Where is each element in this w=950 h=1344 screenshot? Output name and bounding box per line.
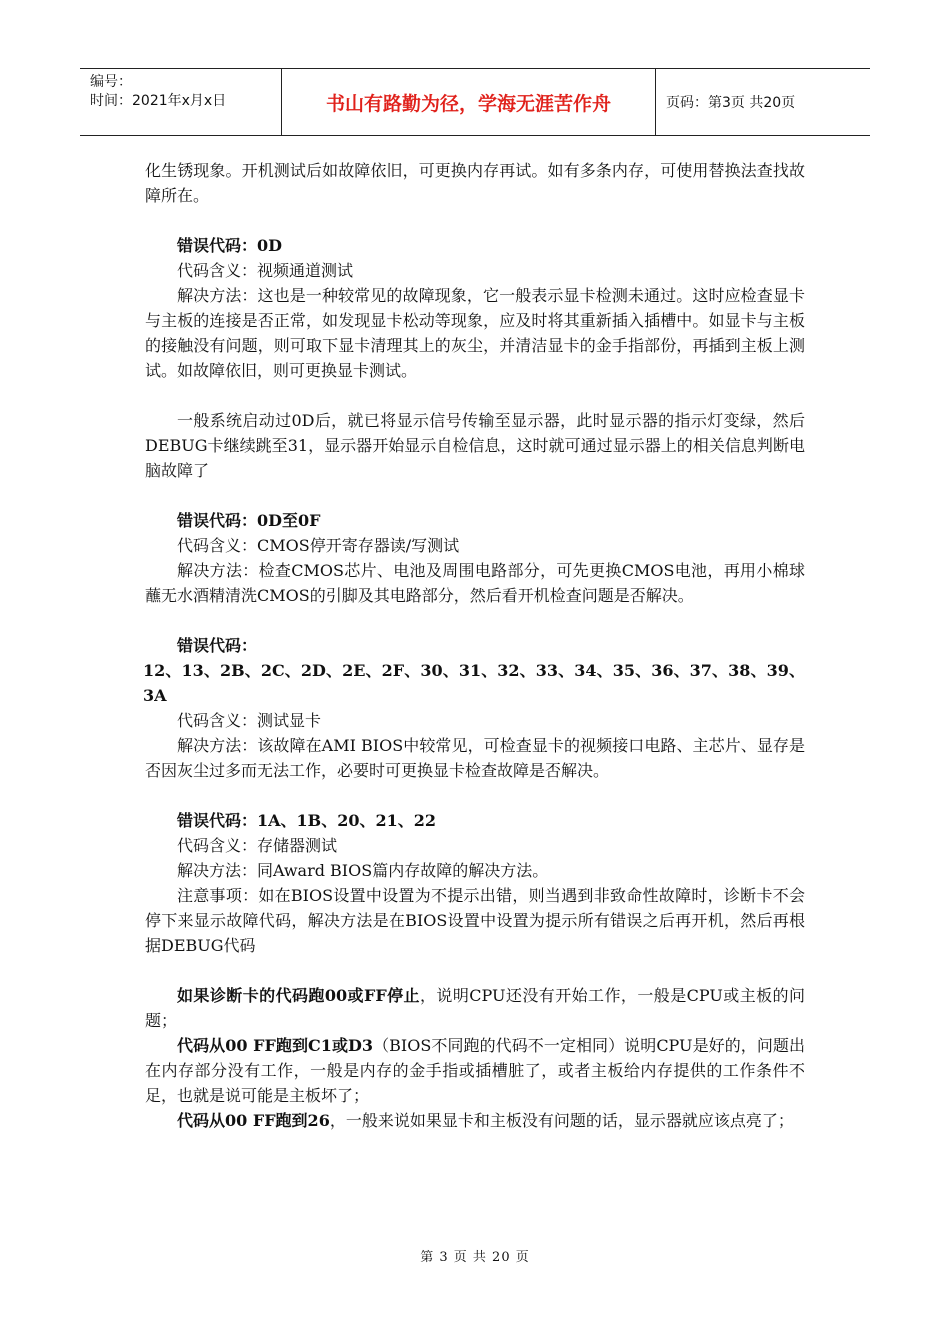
solution-paragraph: 解决方法：同Award BIOS篇内存故障的解决方法。 <box>177 861 549 880</box>
general-paragraph: 一般系统启动过0D后，就已将显示信号传输至显示器，此时显示器的指示灯变绿，然后DEBUG卡继续跳至31，显示器开始显示自检信息，这时就可通过显示器上的相关信息判断电脑故障了 <box>145 411 805 480</box>
code-meaning: 代码含义：视频通道测试 <box>177 261 354 280</box>
code-meaning: 代码含义：CMOS停开寄存器读/写测试 <box>177 536 460 555</box>
solution-paragraph: 解决方法：检查CMOS芯片、电池及周围电路部分，可先更换CMOS电池，再用小棉球蘸无水酒精清洗CMOS的引脚及其电路部分，然后看开机检查问题是否解决。 <box>145 561 805 605</box>
header-page-number: 页码：第3页 共20页 <box>666 95 796 111</box>
page-header <box>80 68 870 136</box>
code-meaning: 代码含义：测试显卡 <box>177 711 322 730</box>
diagnostic-text: （BIOS不同跑的代码不一定相同）说明CPU是好的，问题出在内存部分没有工作，一般是内存的金手指或插槽脏了，或者主板给内存提供的工作条件不足，也就是说可能是主板坏了； <box>145 1036 805 1105</box>
diagnostic-text: ，一般来说如果显卡和主板没有问题的话，显示器就应该点亮了； <box>329 1111 794 1130</box>
diagnostic-paragraph <box>145 1033 805 1108</box>
error-code-heading: 错误代码：0D <box>177 236 283 255</box>
solution-paragraph: 解决方法：该故障在AMI BIOS中较常见，可检查显卡的视频接口电路、主芯片、显存是否因灰尘过多而无法工作，必要时可更换显卡检查故障是否解决。 <box>145 736 805 780</box>
diagnostic-emphasis: 代码从00 FF跑到26 <box>177 1111 330 1130</box>
note-paragraph: 注意事项：如在BIOS设置中设置为不提示出错，则当遇到非致命性故障时，诊断卡不会停下来显示故障代码，解决方法是在BIOS设置中设置为提示所有错误之后再开机，然后再根据DEBUG代码 <box>145 886 805 955</box>
solution-paragraph: 解决方法：这也是一种较常见的故障现象，它一般表示显卡检测未通过。这时应检查显卡与主板的连接是否正常，如发现显卡松动等现象，应及时将其重新插入插槽中。如显卡与主板的接触没有问题，则可取下显卡清理其上的灰尘，并清洁显卡的金手指部份，再插到主板上测试。如故障依旧，则可更换显卡测试。 <box>145 286 805 380</box>
error-code-list: 12、13、2B、2C、2D、2E、2F、30、31、32、33、34、35、36、37、38、39、3A <box>143 661 805 705</box>
diagnostic-emphasis: 代码从00 FF跑到C1或D3 <box>177 1036 374 1055</box>
diagnostic-paragraph <box>145 1108 805 1133</box>
error-code-heading: 错误代码：0D至0F <box>177 511 321 530</box>
document-body <box>145 158 805 1133</box>
error-code-heading: 错误代码：1A、1B、20、21、22 <box>177 811 437 830</box>
page-footer: 第 3 页 共 20 页 <box>420 1250 530 1265</box>
header-motto: 书山有路勤为径，学海无涯苦作舟 <box>282 69 656 135</box>
code-meaning: 代码含义：存储器测试 <box>177 836 338 855</box>
paragraph-continued: 化生锈现象。开机测试后如故障依旧，可更换内存再试。如有多条内存，可使用替换法查找故障所在。 <box>145 161 805 205</box>
diagnostic-paragraph <box>145 983 805 1033</box>
document-time-label: 时间：2021年x月x日 <box>90 93 227 109</box>
diagnostic-text: ，说明CPU还没有开始工作，一般是CPU或主板的问题； <box>145 986 805 1030</box>
diagnostic-emphasis: 如果诊断卡的代码跑00或FF停止 <box>177 986 420 1005</box>
header-info-cell <box>80 69 282 135</box>
document-number-label: 编号： <box>90 74 132 90</box>
error-code-heading: 错误代码： <box>177 636 258 655</box>
